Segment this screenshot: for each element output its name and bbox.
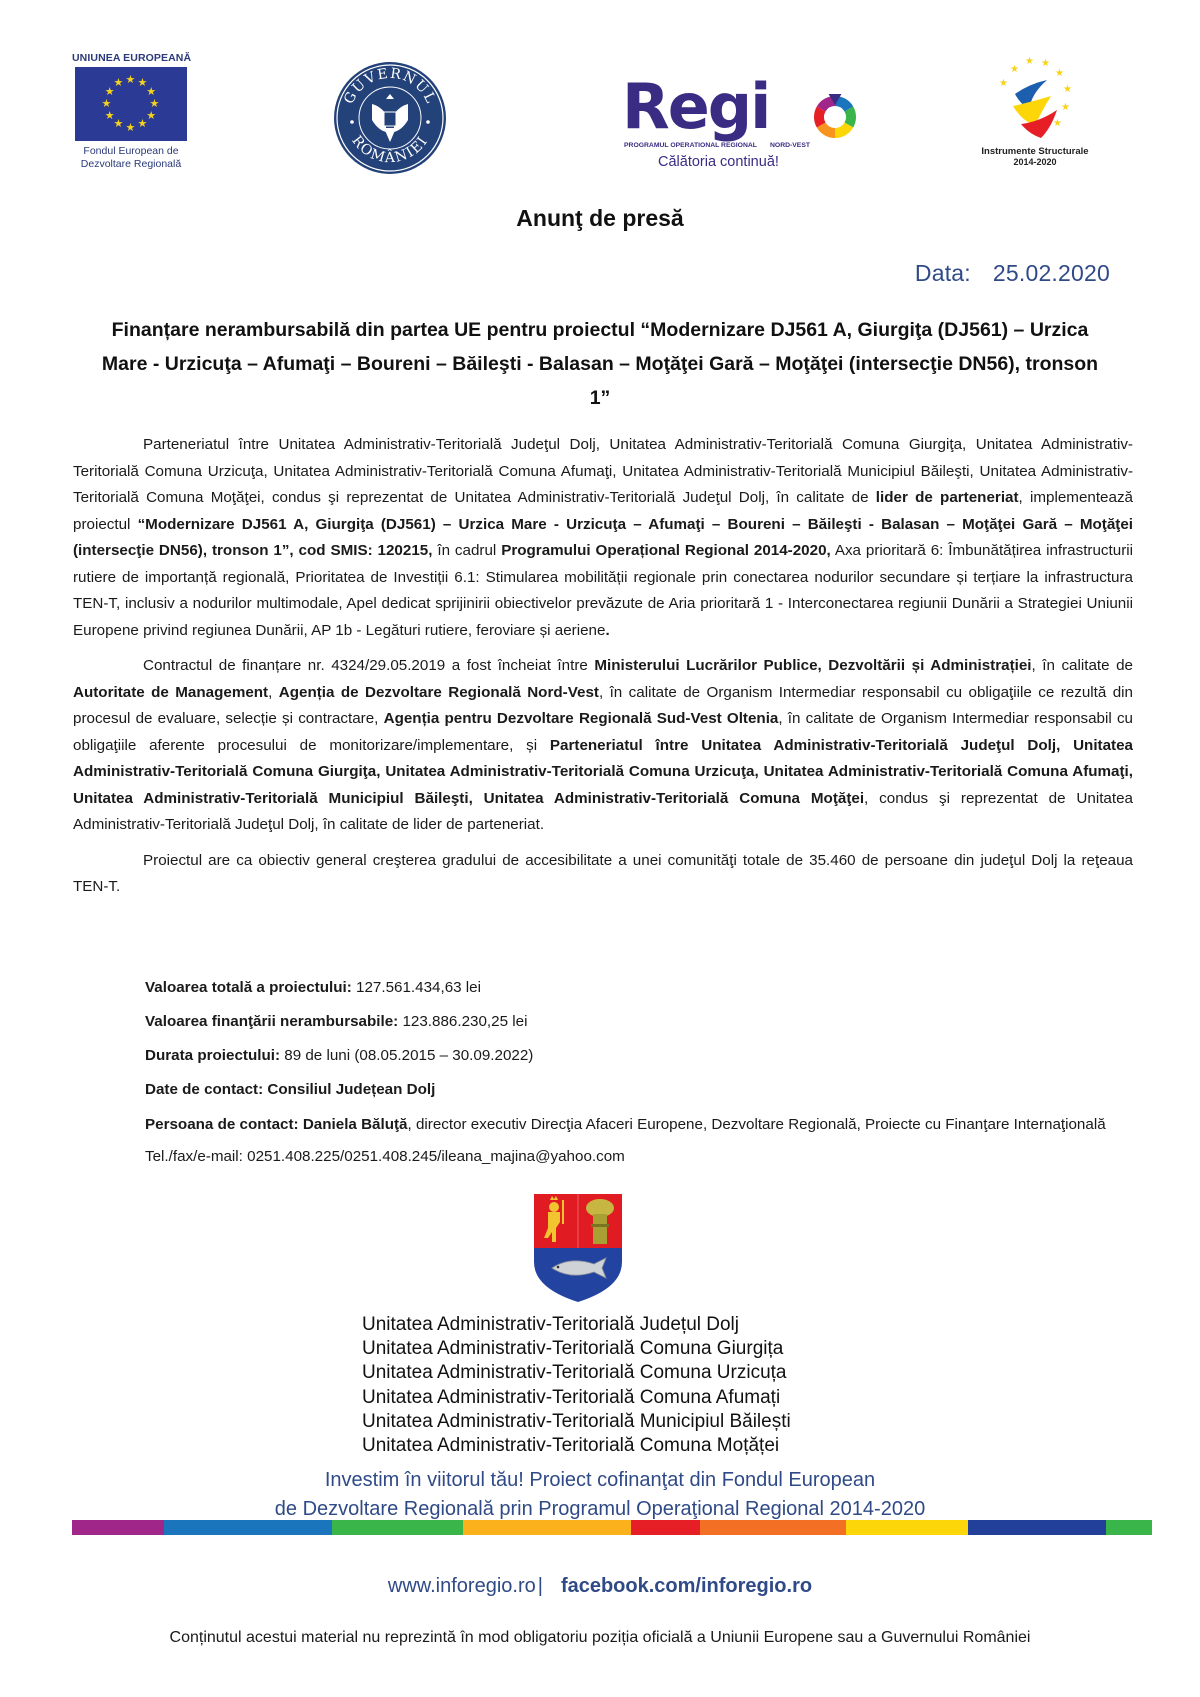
bold-text-run: Agenția de Dezvoltare Regională Nord-Vest (278, 683, 599, 701)
text-run: Contractul de finanțare nr. 4324/29.05.2019 a fost încheiat între (143, 657, 595, 674)
instrumente-structurale-icon (985, 54, 1085, 144)
partner-item: Unitatea Administrativ-Teritorială Comuna Urzicuța (362, 1362, 787, 1384)
partner-list (362, 1313, 791, 1458)
color-bar-segment (164, 1520, 333, 1535)
svg-text:★: ★ (1041, 58, 1050, 69)
fact-duration (145, 1043, 1133, 1077)
eu-star-icon: ★ (113, 118, 124, 131)
eu-star-icon: ★ (104, 85, 115, 98)
bold-text-run: Ministerului Lucrărilor Publice, Dezvoltării și Administrației (594, 657, 1032, 674)
fact-total-value (145, 975, 1133, 1009)
color-bar-segment (846, 1520, 969, 1535)
eu-star-icon: ★ (125, 73, 136, 86)
eu-star-icon: ★ (104, 109, 115, 122)
regio-subtitle-left: PROGRAMUL OPERATIONAL REGIONAL (624, 142, 757, 149)
eu-logo-top-text: UNIUNEA EUROPEANĂ (72, 52, 192, 64)
body-paragraph (73, 432, 1133, 644)
government-seal-logo (332, 60, 448, 176)
text-run: , în calitate de (1031, 657, 1133, 674)
investment-slogan (0, 1466, 1200, 1524)
eu-star-icon: ★ (146, 85, 157, 98)
regio-slogan: Călătoria continuă! (658, 154, 779, 170)
eu-star-icon: ★ (146, 109, 157, 122)
text-run: , în calitate de Organism Intermediar responsabil cu obligaţiile aferente procesului de monitorizare/implementare, și (73, 710, 1133, 754)
press-release-date (915, 260, 1110, 287)
regio-subtitle (624, 142, 860, 149)
bold-text-run: . (605, 621, 610, 639)
color-bar-segment (72, 1520, 164, 1535)
fact-total-amount: 127.561.434,63 lei (356, 979, 482, 996)
fact-grant-label: Valoarea finanţării nerambursabile: (145, 1013, 399, 1030)
body-paragraph (73, 653, 1133, 839)
eu-flag-icon (75, 67, 187, 141)
color-bar-segment (463, 1520, 632, 1535)
contact-person (145, 1113, 1133, 1137)
partner-item: Unitatea Administrativ-Teritorială Comuna Moțăței (362, 1435, 780, 1457)
regio-logo (622, 70, 858, 186)
investment-slogan-line1: Investim în viitorul tău! Proiect cofinanţat din Fondul European (324, 1469, 876, 1491)
bold-text-run: Agenția pentru Dezvoltare Regională Sud-Vest Oltenia (383, 710, 779, 727)
disclaimer: Conținutul acestui material nu reprezintă în mod obligatoriu poziția oficială a Uniunii Europene sau a Guvernului României (169, 1629, 1031, 1646)
gov-seal-bottom-text: ROMÂNIEI (348, 132, 432, 167)
gov-seal-top-text: GUVERNUL (341, 65, 439, 107)
eu-logo-bottom-line2: Dezvoltare Regională (80, 158, 182, 170)
contact-person-label: Persoana de contact: Daniela Băluţă (145, 1116, 408, 1133)
eu-star-icon: ★ (137, 118, 148, 131)
eu-logo-bottom-line1: Fondul European de (83, 145, 179, 157)
government-seal-icon (332, 60, 448, 176)
press-release-headline: Finanțare nerambursabilă din partea UE pentru proiectul “Modernizare DJ561 A, Giurgiţa (DJ561) – Urzica Mare - Urzicuţa – Afumaţi – Boureni – Băileşti - Balasan – Moţăţei Gară – Moţăţei (intersecţie DN56), tronson 1” (101, 319, 1099, 409)
eu-star-icon: ★ (137, 76, 148, 89)
logo-header (0, 48, 1200, 178)
regio-wordmark: Regi (622, 70, 770, 143)
facebook-link[interactable]: facebook.com/inforegio.ro (560, 1575, 813, 1597)
eu-star-icon: ★ (101, 97, 112, 110)
regio-color-wheel-icon (812, 94, 858, 140)
bold-text-run: lider de parteneriat (875, 489, 1019, 506)
footer-links (0, 1575, 1200, 1598)
color-bar-segment (968, 1520, 1106, 1535)
fact-grant-amount: 123.886.230,25 lei (402, 1013, 528, 1030)
fact-duration-value: 89 de luni (08.05.2015 – 30.09.2022) (284, 1047, 534, 1064)
text-run: , implementează proiectul (73, 489, 1133, 533)
bold-text-run: “Modernizare DJ561 A, Giurgiţa (DJ561) – Urzica Mare - Urzicuţa – Afumaţi – Boureni – Băileşti - Balasan – Moţăţei Gară – Moţăţei (intersecţie DN56), tronson 1”, cod SMIS: 120215, (73, 515, 1133, 559)
bold-text-run: Parteneriatul între Unitatea Administrativ-Teritorială Judeţul Dolj, Unitatea Administrativ-Teritorială Comuna Giurgiţa, Unitatea Administrativ-Teritorială Comuna Urzicuţa, Unitatea Administrativ-Teritorială Comuna Afumaţi, Unitatea Administrativ-Teritorială Municipiul Băileşti, Unitatea Administrativ-Teritorială Comuna Moţăţei (73, 736, 1134, 807)
regio-subtitle-right: NORD-VEST (770, 142, 811, 149)
fact-total-label: Valoarea totală a proiectului: (145, 979, 352, 996)
color-bar-segment (332, 1520, 462, 1535)
instrumente-structurale-logo (970, 54, 1100, 174)
eu-star-icon: ★ (149, 97, 160, 110)
investment-slogan-line2: de Dezvoltare Regională prin Programul Operaţional Regional 2014-2020 (274, 1498, 926, 1520)
svg-text:★: ★ (1010, 64, 1019, 75)
fact-contact-data (145, 1077, 1133, 1111)
dolj-coat-of-arms-icon (530, 1192, 626, 1304)
partner-item: Unitatea Administrativ-Teritorială Comuna Afumați (362, 1386, 781, 1408)
svg-text:★: ★ (999, 78, 1008, 89)
page-title: Anunţ de presă (516, 205, 684, 231)
text-run: , (268, 683, 279, 701)
project-facts (145, 975, 1133, 1169)
partner-item: Unitatea Administrativ-Teritorială Comuna Giurgița (362, 1338, 784, 1360)
press-release-body (73, 432, 1133, 910)
fact-contact-data-text: Date de contact: Consiliul Județean Dolj (145, 1081, 436, 1098)
dolj-county-crest (530, 1192, 626, 1304)
svg-text:★: ★ (1055, 68, 1064, 79)
date-label: Data: (914, 260, 971, 286)
text-run: Parteneriatul între Unitatea Administrativ-Teritorială Judeţul Dolj, Unitatea Administrativ-Teritorială Comuna Giurgiţa, Unitatea Administrativ-Teritorială Comuna Urzicuţa, Unitatea Administrativ-Teritorială Comuna Afumaţi, Unitatea Administrativ-Teritorială Municipiul Băileşti, Unitatea Administrativ-Teritorială Comuna Moţăţei, condus şi reprezentat de Unitatea Administrativ-Teritorială Judeţul Dolj, în calitate de (73, 436, 1133, 506)
website-link[interactable]: www.inforegio.ro (387, 1575, 536, 1597)
svg-text:★: ★ (1053, 118, 1062, 129)
instrumente-structurale-line1: Instrumente Structurale (981, 146, 1089, 157)
bold-text-run: Autoritate de Management (73, 683, 269, 701)
instrumente-structurale-line2: 2014-2020 (1013, 157, 1057, 167)
text-run: Axa prioritară 6: Îmbunătățirea infrastructurii rutiere de importanță regională, Prioritatea de Investiții 6.1: Stimularea mobilității regionale prin conectarea nodurilor secundare și terțiare la infrastructura TEN-T, inclusiv a nodurilor multimodale, Apel dedicat sprijinirii obiectivelor prevăzute de Aria prioritară 1 - Interconectarea regiunii Dunării a Strategiei Uniunii Europene privind regiunea Dunării, AP 1b - Legături rutiere, feroviare și aeriene (73, 542, 1133, 639)
partner-item: Unitatea Administrativ-Teritorială Județul Dolj (362, 1314, 739, 1335)
text-run: , în calitate de Organism Intermediar responsabil cu obligaţiile ce rezultă din procesul de evaluare, selecție și contractare, (73, 683, 1133, 727)
svg-text:★: ★ (1063, 84, 1072, 95)
color-bar-segment (631, 1520, 700, 1535)
eu-logo (72, 52, 190, 171)
regio-color-bar (72, 1520, 1152, 1535)
contact-tel-email: Tel./fax/e-mail: 0251.408.225/0251.408.245/ileana_majina@yahoo.com (145, 1148, 625, 1165)
date-value: 25.02.2020 (992, 260, 1110, 286)
fact-duration-label: Durata proiectului: (145, 1047, 281, 1064)
fact-grant-value (145, 1009, 1133, 1043)
partner-item: Unitatea Administrativ-Teritorială Municipiul Băilești (362, 1410, 791, 1432)
color-bar-segment (1106, 1520, 1152, 1535)
contact-person-role: , director executiv Direcţia Afaceri Europene, Dezvoltare Regională, Proiecte cu Finanţare Internaţională (407, 1116, 1106, 1133)
color-bar-segment (700, 1520, 846, 1535)
text-run: , condus şi reprezentat de Unitatea Administrativ-Teritorială Judeţul Dolj, în calitate de lider de parteneriat. (73, 789, 1133, 833)
body-paragraph (73, 848, 1133, 901)
bold-text-run: Programului Operațional Regional 2014-2020, (501, 542, 831, 559)
text-run: în cadrul (432, 542, 502, 559)
text-run: Proiectul are ca obiectiv general creşterea gradului de accesibilitate a unei comunităţi totale de 35.460 de persoane din judeţul Dolj la reţeaua TEN-T. (73, 851, 1133, 895)
svg-text:★: ★ (1025, 56, 1034, 67)
svg-text:★: ★ (1061, 102, 1070, 113)
link-separator: | (537, 1575, 543, 1597)
eu-star-icon: ★ (113, 76, 124, 89)
eu-star-icon: ★ (125, 121, 136, 134)
